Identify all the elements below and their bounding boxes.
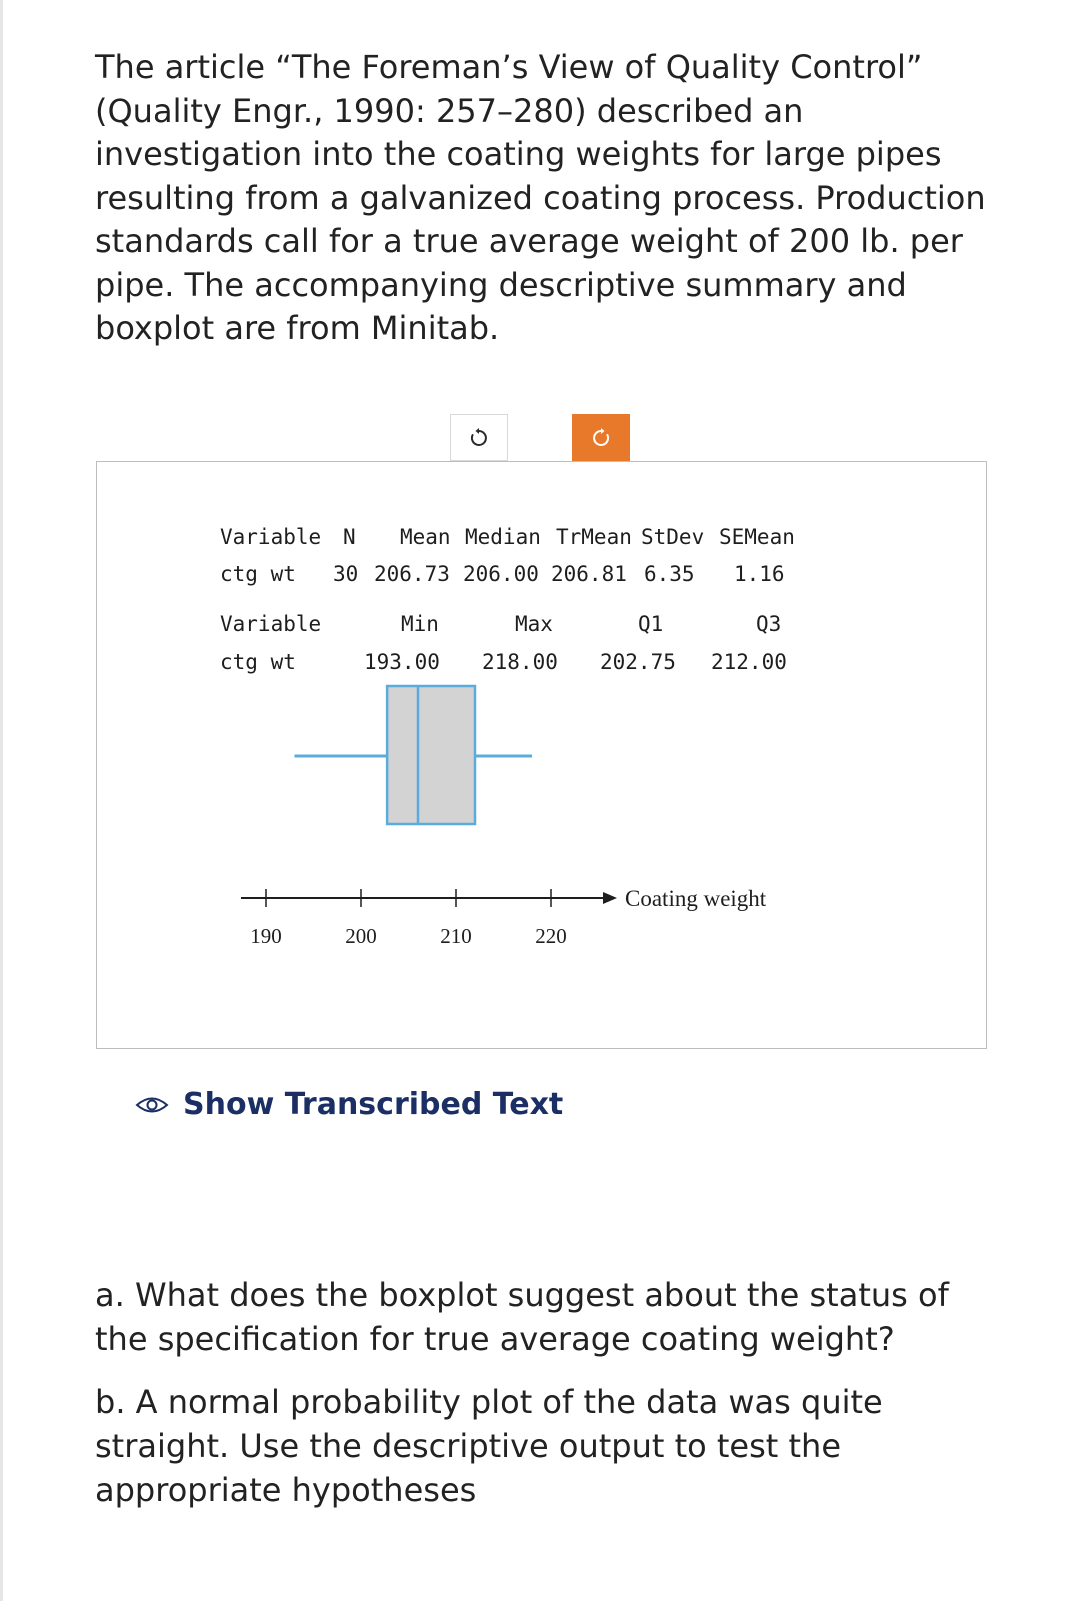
header2-q3: Q3 <box>756 612 782 636</box>
header1-n: N <box>343 525 356 549</box>
x-tick-label: 210 <box>440 924 472 948</box>
question-b: b. A normal probability plot of the data was quite straight. Use the descriptive output to test the appropriate hypotheses <box>95 1383 883 1509</box>
rotate-clockwise-icon <box>591 428 611 448</box>
page-left-border <box>0 0 3 1601</box>
header1-stdev: StDev <box>641 525 705 549</box>
minitab-output-figure <box>96 461 987 1049</box>
x-axis-arrowhead <box>603 892 617 904</box>
row2-variable: ctg wt <box>220 650 296 674</box>
row2-max: 218.00 <box>482 650 558 674</box>
eye-icon <box>135 1094 169 1116</box>
header1-median: Median <box>465 525 541 549</box>
header2-q1: Q1 <box>638 612 664 636</box>
rotate-counterclockwise-icon <box>469 428 489 448</box>
row1-n: 30 <box>333 562 359 586</box>
row1-median: 206.00 <box>463 562 539 586</box>
header2-variable: Variable <box>220 612 322 636</box>
row2-min: 193.00 <box>364 650 440 674</box>
row1-stdev: 6.35 <box>644 562 695 586</box>
row1-mean: 206.73 <box>374 562 450 586</box>
question-a: a. What does the boxplot suggest about the status of the specification for true average coating weight? <box>95 1276 949 1358</box>
x-tick-label: 200 <box>345 924 377 948</box>
rotate-right-button[interactable] <box>572 414 630 461</box>
header2-max: Max <box>515 612 553 636</box>
show-transcribed-text-link[interactable] <box>135 1087 564 1122</box>
x-tick-label: 190 <box>250 924 282 948</box>
row2-q1: 202.75 <box>600 650 676 674</box>
header1-semean: SEMean <box>719 525 795 549</box>
rotate-left-button[interactable] <box>450 414 508 461</box>
boxplot-chart <box>97 462 985 1047</box>
iqr-box <box>387 686 475 824</box>
row1-trmean: 206.81 <box>551 562 627 586</box>
x-tick-label: 220 <box>535 924 567 948</box>
problem-intro: The article “The Foreman’s View of Quality Control” (Quality Engr., 1990: 257–280) described an investigation into the coating weights for large pipes resulting from a galvanized coating process. Production standards call for a true average weight of 200 lb. per pipe. The accompanying descriptive summary and boxplot are from Minitab. <box>95 48 986 347</box>
row1-semean: 1.16 <box>734 562 785 586</box>
row2-q3: 212.00 <box>711 650 787 674</box>
x-axis-label: Coating weight <box>625 886 767 911</box>
header1-variable: Variable <box>220 525 322 549</box>
header1-mean: Mean <box>400 525 451 549</box>
row1-variable: ctg wt <box>220 562 296 586</box>
header2-min: Min <box>401 612 439 636</box>
header1-trmean: TrMean <box>556 525 632 549</box>
show-transcribed-text-label: Show Transcribed Text <box>183 1087 564 1122</box>
